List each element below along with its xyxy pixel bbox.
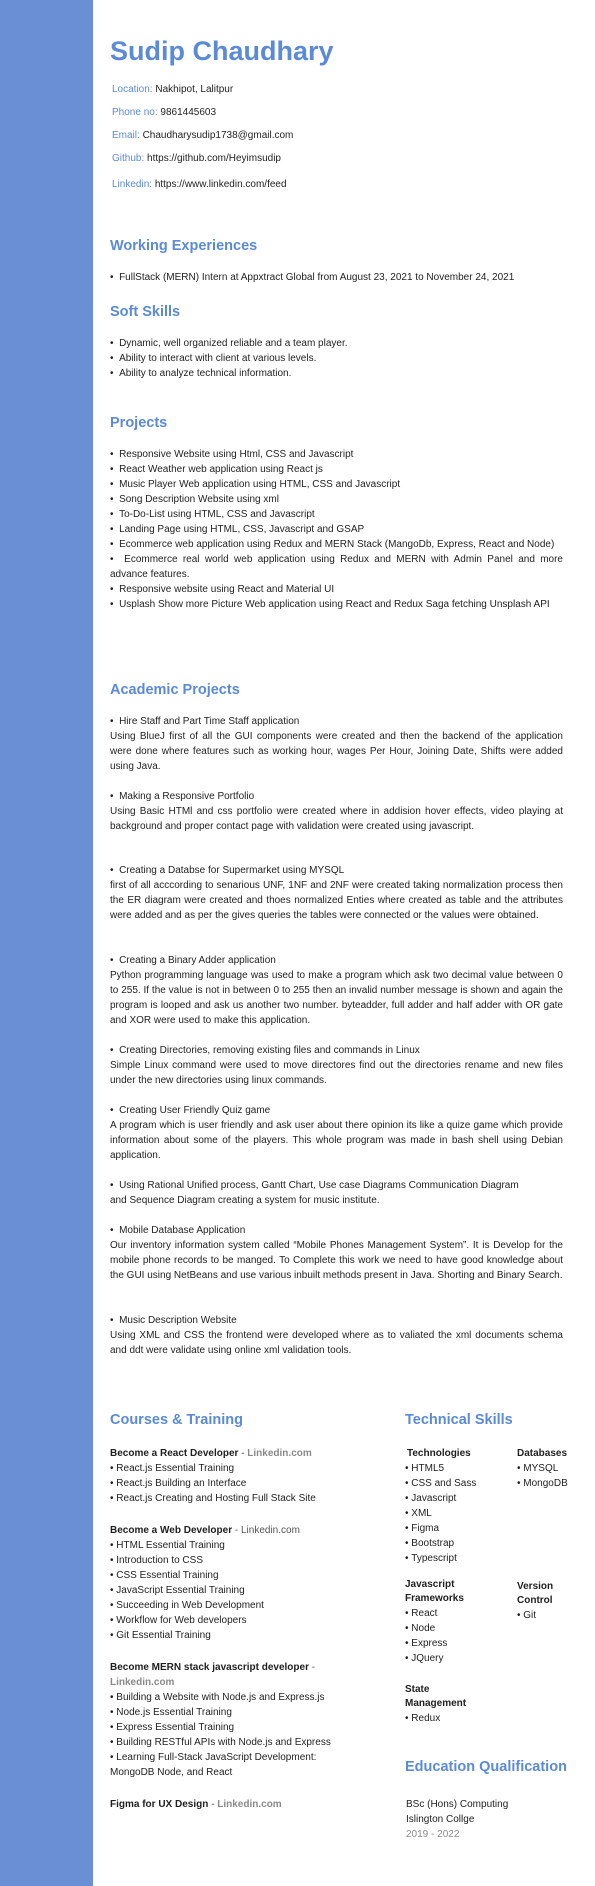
education-heading: Education Qualification xyxy=(405,1759,567,1775)
list-item: • CSS Essential Training xyxy=(110,1568,350,1583)
soft-skills-heading: Soft Skills xyxy=(110,304,181,320)
academic-project xyxy=(110,1103,563,1163)
academic-project-title: • Making a Responsive Portfolio xyxy=(110,789,563,804)
list-item: • Song Description Website using xml xyxy=(110,492,563,507)
list-item: • React Weather web application using React js xyxy=(110,462,563,477)
contact-phone: Phone no: 9861445603 xyxy=(112,107,217,118)
list-item: • Ecommerce web application using Redux and MERN Stack (MangoDb, Express, React and Node) xyxy=(110,537,563,552)
courses-heading: Courses & Training xyxy=(110,1412,243,1428)
list-item: • Succeeding in Web Development xyxy=(110,1598,350,1613)
courses-list xyxy=(110,1446,350,1812)
list-item: • CSS and Sass xyxy=(405,1476,476,1491)
academic-project-description: Python programming language was used to make a program which ask two decimal value between 0 to 255. If the value is not in between 0 to 255 then an invalid number message is shown and again the program is looped and ask us another two number. byteadder, full adder and half adder with OR gate and XOR were used to make this application. xyxy=(110,970,563,1026)
academic-project-description: Using Basic HTMl and css portfolio were created where in addision hover effects, video playing at background and proper contact page with validation were created using javascript. xyxy=(110,806,563,832)
list-item: • FullStack (MERN) Intern at Appxtract Global from August 23, 2021 to November 24, 2021 xyxy=(110,270,563,285)
course-group-title: Become MERN stack javascript developer - Linkedin.com xyxy=(110,1662,316,1688)
projects-heading: Projects xyxy=(110,415,168,431)
list-item: • Git xyxy=(517,1608,536,1623)
list-item: • React.js Building an Interface xyxy=(110,1476,350,1491)
list-item: • Javascript xyxy=(405,1491,476,1506)
academic-project-description: Our inventory information system called “Mobile Phones Management System”. It is Develop for the mobile phone records to be manged. To Complete this work we need to have good knowledge about the GUI using NetBeans and use various inbuilt methods present in Java. Shorting and Binary Search. xyxy=(110,1240,563,1281)
list-item: • Dynamic, well organized reliable and a team player. xyxy=(110,336,563,351)
course-group-items xyxy=(110,1690,350,1780)
education-degree: BSc (Hons) Computing xyxy=(406,1799,509,1810)
list-item: • To-Do-List using HTML, CSS and Javascript xyxy=(110,507,563,522)
version-control-title: Version Control xyxy=(517,1581,554,1606)
list-item: • React.js Creating and Hosting Full Stack Site xyxy=(110,1491,350,1506)
academic-project xyxy=(110,863,563,923)
academic-project-description: Simple Linux command were used to move directores find out the directories rename and new files under the new directories using linux commands. xyxy=(110,1060,563,1086)
sidebar-accent-bar xyxy=(0,0,93,1886)
list-item: • Node xyxy=(405,1621,447,1636)
academic-project-description: A program which is user friendly and ask user about there opinion its like a quize game which provide information about some of the players. This whole program was made in bash shell using Debian application. xyxy=(110,1120,563,1161)
list-item: • Landing Page using HTML, CSS, Javascript and GSAP xyxy=(110,522,563,537)
list-item: • XML xyxy=(405,1506,476,1521)
list-item: • JQuery xyxy=(405,1651,447,1666)
academic-project-title: • Mobile Database Application xyxy=(110,1223,563,1238)
list-item: • Redux xyxy=(405,1711,440,1726)
contact-linkedin: Linkedin: https://www.linkedin.com/feed xyxy=(112,179,287,190)
course-group-items xyxy=(110,1461,350,1506)
list-item: • Music Player Web application using HTML, CSS and Javascript xyxy=(110,477,563,492)
soft-skills-list xyxy=(110,336,563,381)
list-item: • Express xyxy=(405,1636,447,1651)
frameworks-list xyxy=(405,1606,447,1666)
academic-project xyxy=(110,1178,530,1208)
databases-title: Databases xyxy=(517,1448,568,1459)
education-details xyxy=(406,1797,508,1842)
working-experiences-heading: Working Experiences xyxy=(110,238,258,254)
list-item: • JavaScript Essential Training xyxy=(110,1583,350,1598)
list-item: • HTML5 xyxy=(405,1461,476,1476)
list-item: • React.js Essential Training xyxy=(110,1461,350,1476)
contact-location: Location: Nakhipot, Lalitpur xyxy=(112,84,234,95)
academic-project xyxy=(110,1313,563,1358)
frameworks-title: Javascript Frameworks xyxy=(405,1579,464,1604)
academic-project-title: • Creating User Friendly Quiz game xyxy=(110,1103,563,1118)
state-management-title: State Management xyxy=(405,1684,467,1709)
list-item: • Express Essential Training xyxy=(110,1720,350,1735)
course-group-title: Become a React Developer - Linkedin.com xyxy=(110,1448,312,1459)
list-item: • Workflow for Web developers xyxy=(110,1613,350,1628)
course-group-title: Figma for UX Design - Linkedin.com xyxy=(110,1799,282,1810)
list-item: • Responsive website using React and Material UI xyxy=(110,582,563,597)
academic-project xyxy=(110,953,563,1028)
list-item: • Typescript xyxy=(405,1551,476,1566)
contact-github: Github: https://github.com/Heyimsudip xyxy=(112,153,281,164)
list-item: • Bootstrap xyxy=(405,1536,476,1551)
list-item: • Ability to analyze technical information. xyxy=(110,366,563,381)
technologies-list xyxy=(405,1461,476,1566)
academic-project-title: • Using Rational Unified process, Gantt Chart, Use case Diagrams Communication Diagram and Sequence Diagram creating a system for music institute. xyxy=(110,1178,530,1208)
technical-skills-heading: Technical Skills xyxy=(405,1412,513,1428)
databases-list xyxy=(517,1461,568,1491)
list-item: • Ability to interact with client at various levels. xyxy=(110,351,563,366)
list-item: • HTML Essential Training xyxy=(110,1538,350,1553)
course-group-title: Become a Web Developer - Linkedin.com xyxy=(110,1525,300,1536)
resume-name: Sudip Chaudhary xyxy=(110,36,334,66)
list-item: • Usplash Show more Picture Web application using React and Redux Saga fetching Unsplash API xyxy=(110,597,563,612)
state-management-list xyxy=(405,1711,440,1726)
academic-project-title: • Music Description Website xyxy=(110,1313,563,1328)
list-item: • Figma xyxy=(405,1521,476,1536)
list-item: • Responsive Website using Html, CSS and Javascript xyxy=(110,447,563,462)
academic-project-title: • Hire Staff and Part Time Staff application xyxy=(110,714,563,729)
list-item: • Introduction to CSS xyxy=(110,1553,350,1568)
list-item: • Building RESTful APIs with Node.js and Express xyxy=(110,1735,350,1750)
list-item: • React xyxy=(405,1606,447,1621)
technologies-title: Technologies xyxy=(407,1448,471,1459)
academic-project xyxy=(110,714,563,774)
academic-project-description: Using XML and CSS the frontend were developed where as to valiated the xml documents schema and ddt were validate using online xml validation tools. xyxy=(110,1330,563,1356)
list-item: • Git Essential Training xyxy=(110,1628,350,1643)
academic-project xyxy=(110,789,563,834)
projects-list xyxy=(110,447,563,612)
academic-project xyxy=(110,1043,563,1088)
academic-project-description: first of all acccording to senarious UNF, 1NF and 2NF were created taking normalization process then the ER diagram were created and thoes normalized Enties where created as table and the attributes were added and as per the gives queries the tables were connected or the values were obtained. xyxy=(110,880,563,921)
academic-project-title: • Creating Directories, removing existing files and commands in Linux xyxy=(110,1043,563,1058)
academic-projects-heading: Academic Projects xyxy=(110,682,240,698)
contact-email: Email: Chaudharysudip1738@gmail.com xyxy=(112,130,294,141)
academic-project-title: • Creating a Databse for Supermarket using MYSQL xyxy=(110,863,563,878)
course-group-items xyxy=(110,1538,350,1643)
version-control-list xyxy=(517,1608,536,1623)
working-experiences-list xyxy=(110,270,563,285)
list-item: • MongoDB xyxy=(517,1476,568,1491)
list-item: • Ecommerce real world web application using Redux and MERN with Admin Panel and more advance features. xyxy=(110,552,563,582)
list-item: • Building a Website with Node.js and Express.js xyxy=(110,1690,350,1705)
academic-project-title: • Creating a Binary Adder application xyxy=(110,953,563,968)
academic-project-description: Using BlueJ first of all the GUI components were created and then the backend of the application were done where features such as working hour, wages Per Hour, Joining Date, Shifts were added using Java. xyxy=(110,731,563,772)
list-item: • MYSQL xyxy=(517,1461,568,1476)
list-item: • Learning Full-Stack JavaScript Development: MongoDB Node, and React xyxy=(110,1750,350,1780)
education-years: 2019 - 2022 xyxy=(406,1829,460,1840)
education-college: Islington Collge xyxy=(406,1814,475,1825)
academic-project xyxy=(110,1223,563,1283)
list-item: • Node.js Essential Training xyxy=(110,1705,350,1720)
